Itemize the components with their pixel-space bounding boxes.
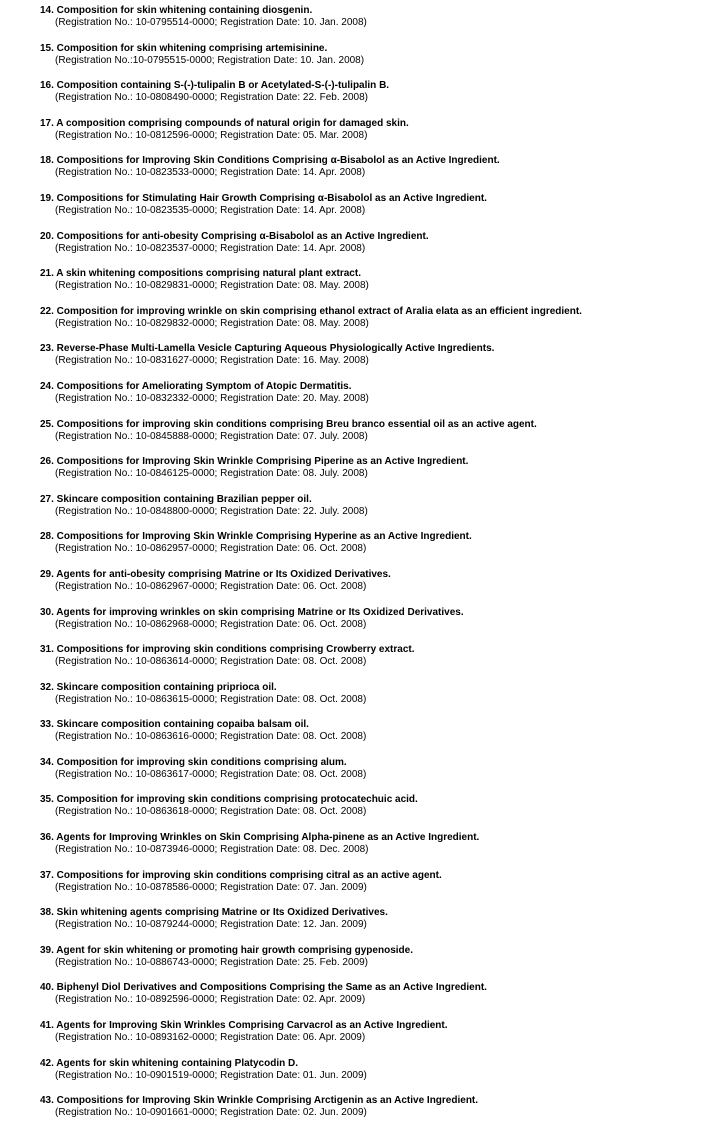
patent-title: 19. Compositions for Stimulating Hair Growth Comprising α-Bisabolol as an Active Ingredient. bbox=[40, 192, 487, 204]
patent-registration: (Registration No.: 10-0863618-0000; Registration Date: 08. Oct. 2008) bbox=[55, 806, 367, 818]
patent-title: 20. Compositions for anti-obesity Comprising α-Bisabolol as an Active Ingredient. bbox=[40, 230, 429, 242]
patent-entry bbox=[40, 794, 700, 832]
patent-registration: (Registration No.: 10-0893162-0000; Registration Date: 06. Apr. 2009) bbox=[55, 1032, 366, 1044]
patent-registration: (Registration No.: 10-0863617-0000; Registration Date: 08. Oct. 2008) bbox=[55, 768, 367, 780]
patent-entry bbox=[40, 419, 700, 457]
patent-entry bbox=[40, 757, 700, 795]
patent-registration: (Registration No.: 10-0879244-0000; Registration Date: 12. Jan. 2009) bbox=[55, 919, 367, 931]
patent-registration: (Registration No.: 10-0892596-0000; Registration Date: 02. Apr. 2009) bbox=[55, 994, 366, 1006]
patent-title: 24. Compositions for Ameliorating Symptom of Atopic Dermatitis. bbox=[40, 380, 352, 392]
patent-title: 21. A skin whitening compositions comprising natural plant extract. bbox=[40, 268, 361, 280]
patent-entry bbox=[40, 80, 700, 118]
patent-entry bbox=[40, 569, 700, 607]
patent-registration: (Registration No.: 10-0808490-0000; Registration Date: 22. Feb. 2008) bbox=[55, 92, 368, 104]
patent-entry bbox=[40, 719, 700, 757]
patent-entry bbox=[40, 118, 700, 156]
patent-registration: (Registration No.: 10-0823535-0000; Registration Date: 14. Apr. 2008) bbox=[55, 204, 366, 216]
patent-registration: (Registration No.: 10-0863616-0000; Registration Date: 08. Oct. 2008) bbox=[55, 731, 367, 743]
patent-title: 39. Agent for skin whitening or promoting hair growth comprising gypenoside. bbox=[40, 944, 413, 956]
patent-entry bbox=[40, 456, 700, 494]
patent-title: 17. A composition comprising compounds of natural origin for damaged skin. bbox=[40, 117, 409, 129]
patent-entry bbox=[40, 494, 700, 532]
patent-entry bbox=[40, 43, 700, 81]
patent-registration: (Registration No.: 10-0823533-0000; Registration Date: 14. Apr. 2008) bbox=[55, 167, 366, 179]
patent-entry bbox=[40, 1095, 700, 1133]
patent-registration: (Registration No.: 10-0863615-0000; Registration Date: 08. Oct. 2008) bbox=[55, 693, 367, 705]
patent-title: 43. Compositions for Improving Skin Wrinkle Comprising Arctigenin as an Active Ingredient. bbox=[40, 1095, 479, 1107]
patent-title: 18. Compositions for Improving Skin Conditions Comprising α-Bisabolol as an Active Ingredient. bbox=[40, 155, 500, 167]
patent-registration: (Registration No.: 10-0862957-0000; Registration Date: 06. Oct. 2008) bbox=[55, 543, 367, 555]
patent-registration: (Registration No.: 10-0886743-0000; Registration Date: 25. Feb. 2009) bbox=[55, 956, 368, 968]
patent-title: 41. Agents for Improving Skin Wrinkles Comprising Carvacrol as an Active Ingredient. bbox=[40, 1020, 448, 1032]
patent-entry bbox=[40, 268, 700, 306]
patent-registration: (Registration No.: 10-0832332-0000; Registration Date: 20. May. 2008) bbox=[55, 392, 369, 404]
patent-registration: (Registration No.:10-0795515-0000; Registration Date: 10. Jan. 2008) bbox=[55, 54, 365, 66]
patent-entry bbox=[40, 644, 700, 682]
patent-title: 30. Agents for improving wrinkles on skin comprising Matrine or Its Oxidized Derivatives. bbox=[40, 606, 464, 618]
patent-registration: (Registration No.: 10-0846125-0000; Registration Date: 08. July. 2008) bbox=[55, 468, 368, 480]
patent-registration: (Registration No.: 10-0829832-0000; Registration Date: 08. May. 2008) bbox=[55, 317, 369, 329]
patent-entry bbox=[40, 982, 700, 1020]
patent-registration: (Registration No.: 10-0848800-0000; Registration Date: 22. July. 2008) bbox=[55, 505, 368, 517]
patent-title: 28. Compositions for Improving Skin Wrinkle Comprising Hyperine as an Active Ingredient. bbox=[40, 531, 472, 543]
patent-entry bbox=[40, 1058, 700, 1096]
patent-entry bbox=[40, 231, 700, 269]
patent-title: 38. Skin whitening agents comprising Matrine or Its Oxidized Derivatives. bbox=[40, 907, 388, 919]
patent-entry bbox=[40, 5, 700, 43]
patent-title: 42. Agents for skin whitening containing Platycodin D. bbox=[40, 1057, 298, 1069]
patent-registration: (Registration No.: 10-0863614-0000; Registration Date: 08. Oct. 2008) bbox=[55, 656, 367, 668]
patent-entry bbox=[40, 682, 700, 720]
patent-registration: (Registration No.: 10-0873946-0000; Registration Date: 08. Dec. 2008) bbox=[55, 844, 369, 856]
patent-registration: (Registration No.: 10-0901661-0000; Registration Date: 02. Jun. 2009) bbox=[55, 1107, 367, 1119]
patent-title: 35. Composition for improving skin conditions comprising protocatechuic acid. bbox=[40, 794, 418, 806]
patent-title: 22. Composition for improving wrinkle on skin comprising ethanol extract of Aralia elata as an efficient ingredient. bbox=[40, 305, 582, 317]
patent-entry bbox=[40, 870, 700, 908]
patent-title: 31. Compositions for improving skin conditions comprising Crowberry extract. bbox=[40, 644, 415, 656]
patent-entry bbox=[40, 607, 700, 645]
patent-entry bbox=[40, 306, 700, 344]
patent-title: 40. Biphenyl Diol Derivatives and Compositions Comprising the Same as an Active Ingredient. bbox=[40, 982, 487, 994]
patent-registration: (Registration No.: 10-0831627-0000; Registration Date: 16. May. 2008) bbox=[55, 355, 369, 367]
patent-title: 36. Agents for Improving Wrinkles on Skin Comprising Alpha-pinene as an Active Ingredient. bbox=[40, 832, 480, 844]
patent-registration: (Registration No.: 10-0862968-0000; Registration Date: 06. Oct. 2008) bbox=[55, 618, 367, 630]
patent-registration: (Registration No.: 10-0823537-0000; Registration Date: 14. Apr. 2008) bbox=[55, 242, 366, 254]
patent-title: 25. Compositions for improving skin conditions comprising Breu branco essential oil as an active agent. bbox=[40, 418, 537, 430]
patent-entry bbox=[40, 343, 700, 381]
patent-title: 14. Composition for skin whitening containing diosgenin. bbox=[40, 5, 313, 16]
patent-title: 16. Composition containing S-(-)-tulipalin B or Acetylated-S-(-)-tulipalin B. bbox=[40, 80, 390, 92]
patent-entry bbox=[40, 945, 700, 983]
patent-entry bbox=[40, 193, 700, 231]
patent-entry bbox=[40, 832, 700, 870]
patent-title: 27. Skincare composition containing Brazilian pepper oil. bbox=[40, 493, 312, 505]
patent-title: 26. Compositions for Improving Skin Wrinkle Comprising Piperine as an Active Ingredient. bbox=[40, 456, 469, 468]
patent-title: 34. Composition for improving skin conditions comprising alum. bbox=[40, 756, 347, 768]
patent-registration: (Registration No.: 10-0829831-0000; Registration Date: 08. May. 2008) bbox=[55, 280, 369, 292]
patent-entry bbox=[40, 907, 700, 945]
patent-title: 37. Compositions for improving skin conditions comprising citral as an active agent. bbox=[40, 869, 442, 881]
patent-title: 29. Agents for anti-obesity comprising Matrine or Its Oxidized Derivatives. bbox=[40, 568, 391, 580]
patent-registration: (Registration No.: 10-0901519-0000; Registration Date: 01. Jun. 2009) bbox=[55, 1069, 367, 1081]
patent-list bbox=[40, 5, 700, 1133]
patent-title: 15. Composition for skin whitening comprising artemisinine. bbox=[40, 42, 328, 54]
patent-entry bbox=[40, 155, 700, 193]
patent-registration: (Registration No.: 10-0878586-0000; Registration Date: 07. Jan. 2009) bbox=[55, 881, 367, 893]
patent-title: 33. Skincare composition containing copaiba balsam oil. bbox=[40, 719, 309, 731]
patent-entry bbox=[40, 531, 700, 569]
patent-entry bbox=[40, 1020, 700, 1058]
patent-entry bbox=[40, 381, 700, 419]
patent-title: 32. Skincare composition containing priprioca oil. bbox=[40, 681, 277, 693]
patent-title: 23. Reverse-Phase Multi-Lamella Vesicle Capturing Aqueous Physiologically Active Ingredients. bbox=[40, 343, 495, 355]
patent-registration: (Registration No.: 10-0862967-0000; Registration Date: 06. Oct. 2008) bbox=[55, 580, 367, 592]
patent-registration: (Registration No.: 10-0845888-0000; Registration Date: 07. July. 2008) bbox=[55, 430, 368, 442]
patent-registration: (Registration No.: 10-0812596-0000; Registration Date: 05. Mar. 2008) bbox=[55, 129, 368, 141]
patent-registration: (Registration No.: 10-0795514-0000; Registration Date: 10. Jan. 2008) bbox=[55, 17, 367, 28]
